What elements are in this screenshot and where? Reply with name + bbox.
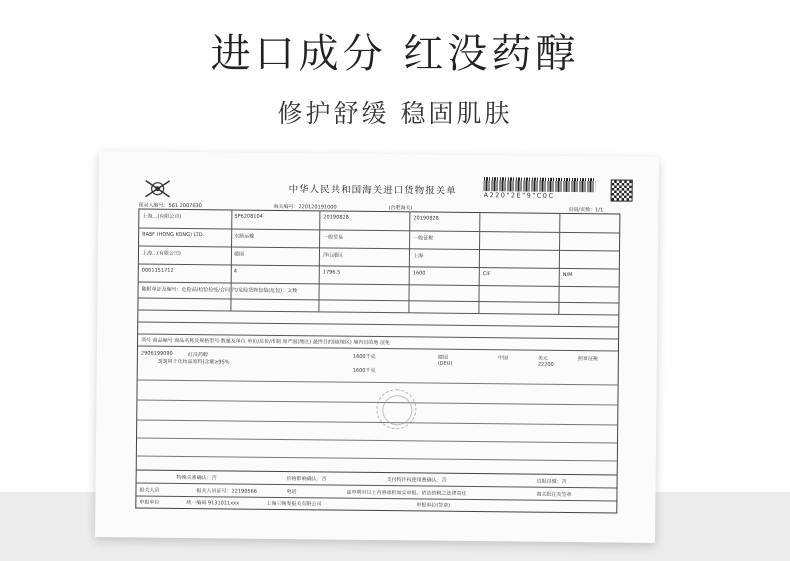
- declaring-unit: 申报单位: [139, 499, 160, 506]
- port: 洋山港区: [322, 252, 344, 259]
- barcode: [484, 177, 596, 192]
- packages: 4: [233, 268, 238, 275]
- transport-mode: 水路运输: [234, 233, 255, 240]
- qr-code-icon: [611, 179, 633, 201]
- contract-number: SP6208104: [234, 213, 263, 220]
- declarant: 报关人员: [139, 487, 160, 494]
- import-date-2: 20190828: [413, 215, 439, 222]
- item-currency: 美元: [537, 355, 548, 362]
- stamp-label: 申报单位(签章): [416, 502, 451, 509]
- item-total: 22200: [537, 361, 554, 368]
- item-levy: 照章征税: [577, 356, 598, 363]
- supervision-mode: 一般贸易: [323, 234, 344, 241]
- phone: 电话: [286, 489, 297, 496]
- customs-remark: 海关批注及签章: [536, 491, 572, 499]
- customs-stamp: [376, 389, 416, 429]
- net-weight: 1600: [412, 270, 426, 277]
- import-date-1: 20190828: [323, 214, 349, 221]
- marks: N/M: [562, 271, 573, 279]
- item-origin-code: (DEU): [437, 360, 453, 367]
- origin-country: 德国: [233, 251, 245, 258]
- subheadline: 修护舒缓 稳固肌肤: [277, 99, 513, 128]
- item-quantity-1: 1600千克: [352, 353, 376, 360]
- special-relation: 特殊关系确认：否: [176, 474, 217, 482]
- origin-customs: (合肥海关): [388, 205, 413, 212]
- page-info: 页码/页数：1/1: [568, 206, 604, 214]
- form-grid: [136, 208, 621, 475]
- customs-emblem-icon: [143, 178, 173, 200]
- goods-description: 随附单证及编号：危险品/检验检疫/合同 汽/危险货物包装(危包)：文数: [141, 286, 298, 295]
- form-title: 中华人民共和国海关进口货物报关单: [288, 184, 457, 197]
- declaration-footer: [135, 470, 617, 513]
- item-origin: 德国: [437, 354, 448, 361]
- unit-code: 统一编码 9131011xxx: [186, 500, 240, 507]
- customs-declaration-document: [95, 151, 659, 543]
- item-quantity-2: 1600千克: [352, 367, 376, 374]
- item-spec: 3|3|用于化妆品原料|含量≥95%: [157, 358, 230, 366]
- barcode-number: A220"2E"9"C0C: [483, 191, 555, 200]
- consumer-unit: 上海…(有限公司): [141, 250, 181, 257]
- trade-terms: CIF: [482, 271, 491, 278]
- item-code: 2906199090: [140, 350, 173, 357]
- agent-company: 上海三畅发报关有限公司: [266, 500, 322, 508]
- headline: 进口成分 红没药醇: [210, 31, 580, 77]
- licence-number: 0001151712: [141, 267, 174, 274]
- levy-nature: 一般征税: [413, 235, 434, 242]
- item-name: 红没药醇: [187, 352, 208, 359]
- consignor: BASF (HONG KONG) LTD.: [142, 231, 205, 239]
- item-header: 项号 商品编号 商品名称及规格型号 数量及单位 单价/总价/币制 原产国(地区) 最终目的国(地区) 境内目的地 征免: [141, 337, 390, 347]
- royalty: 支付特许权使用费确认：否: [386, 477, 447, 484]
- destination: 上海: [412, 253, 423, 260]
- gross-weight: 1796.5: [322, 269, 341, 276]
- declaration-statement: 兹申明对以上内容承担如实申报、依法纳税之法律责任: [346, 489, 467, 497]
- price-impact: 价格影响确认：否: [286, 476, 327, 483]
- customs-number: 海关编号：220120191000: [273, 203, 337, 211]
- self-report: 自报自缴：否: [536, 478, 567, 485]
- pre-entry-number: 预录入编号：561 2007630: [138, 202, 202, 210]
- declarant-card: 报关人员证号：22190566: [196, 488, 257, 495]
- consignee-company: 上海…(有限公司): [142, 213, 182, 220]
- item-destination: 中国: [497, 355, 508, 362]
